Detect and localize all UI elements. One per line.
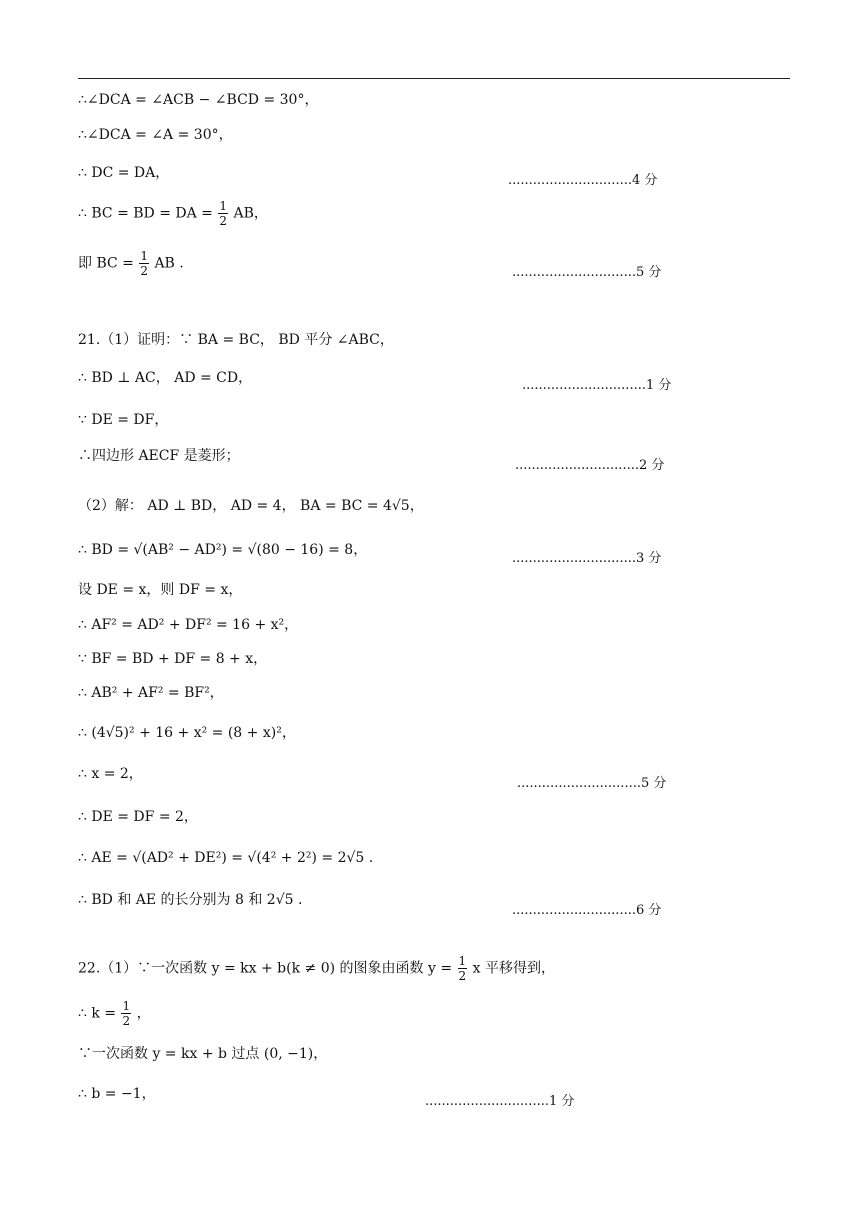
header-rule — [78, 78, 790, 79]
text-line: ∴ AB² + AF² = BF²， — [78, 685, 224, 701]
text-line: 设 DE = x，则 DF = x， — [78, 582, 243, 598]
text-line-fraction — [78, 200, 268, 227]
text-line: ∴∠DCA = ∠ACB − ∠BCD = 30°， — [78, 92, 319, 108]
text-line: （2）解： AD ⊥ BD， AD = 4， BA = BC = 4√5， — [78, 498, 424, 514]
question-21-heading: 21.（1）证明：∵ BA = BC， BD 平分 ∠ABC， — [78, 332, 394, 348]
numerator: 1 — [219, 199, 228, 213]
fraction — [139, 250, 149, 277]
text-line: ∴ AF² = AD² + DF² = 16 + x²， — [78, 617, 299, 633]
text-line: ∵ DE = DF， — [78, 412, 169, 428]
fraction — [458, 955, 468, 982]
fraction — [218, 200, 228, 227]
text-line: ∴ b = −1， — [78, 1086, 156, 1102]
denominator: 2 — [458, 969, 467, 983]
numerator: 1 — [458, 954, 467, 968]
text: AB， — [233, 205, 268, 222]
text: ∴ BC = BD = DA = — [78, 205, 213, 222]
text: ， — [136, 1005, 151, 1022]
numerator: 1 — [140, 249, 148, 263]
text-line: ∴四边形 AECF 是菱形； — [78, 448, 240, 464]
text-line: ∵一次函数 y = kx + b 过点 (0, −1)， — [78, 1046, 328, 1062]
score-mark: ..............................6 分 — [512, 903, 662, 918]
score-mark: ..............................5 分 — [512, 265, 662, 280]
text-line-fraction — [78, 250, 184, 277]
text-line: ∵ BF = BD + DF = 8 + x， — [78, 651, 268, 667]
text-line: ∴ AE = √(AD² + DE²) = √(4² + 2²) = 2√5 . — [78, 850, 374, 866]
numerator: 1 — [122, 999, 131, 1013]
denominator: 2 — [219, 214, 228, 228]
score-mark: ..............................1 分 — [522, 378, 672, 393]
fraction — [121, 1000, 131, 1027]
score-mark: ..............................3 分 — [512, 551, 662, 566]
text-line: ∴ DC = DA， — [78, 165, 170, 181]
text-line: ∴ BD ⊥ AC， AD = CD， — [78, 370, 253, 386]
text-line: ∴ x = 2， — [78, 766, 143, 782]
text-line: ∴ (4√5)² + 16 + x² = (8 + x)²， — [78, 725, 296, 741]
denominator: 2 — [140, 264, 148, 278]
score-mark: ..............................2 分 — [515, 458, 665, 473]
text: x 平移得到， — [472, 960, 555, 977]
text: 22.（1）∵一次函数 y = kx + b(k ≠ 0) 的图象由函数 y = — [78, 960, 453, 977]
text-line: ∴∠DCA = ∠A = 30°， — [78, 127, 233, 143]
score-mark: ..............................4 分 — [508, 173, 658, 188]
score-mark: ..............................1 分 — [425, 1094, 575, 1109]
text-line-fraction — [78, 1000, 151, 1027]
text: AB . — [154, 255, 184, 272]
question-22-heading — [78, 955, 555, 982]
text: 即 BC = — [78, 255, 134, 272]
score-mark: ..............................5 分 — [517, 776, 667, 791]
text-line: ∴ BD = √(AB² − AD²) = √(80 − 16) = 8， — [78, 542, 368, 558]
text-line: ∴ DE = DF = 2， — [78, 809, 198, 825]
text-line: ∴ BD 和 AE 的长分别为 8 和 2√5 . — [78, 892, 303, 908]
text: ∴ k = — [78, 1005, 117, 1022]
denominator: 2 — [122, 1014, 131, 1028]
